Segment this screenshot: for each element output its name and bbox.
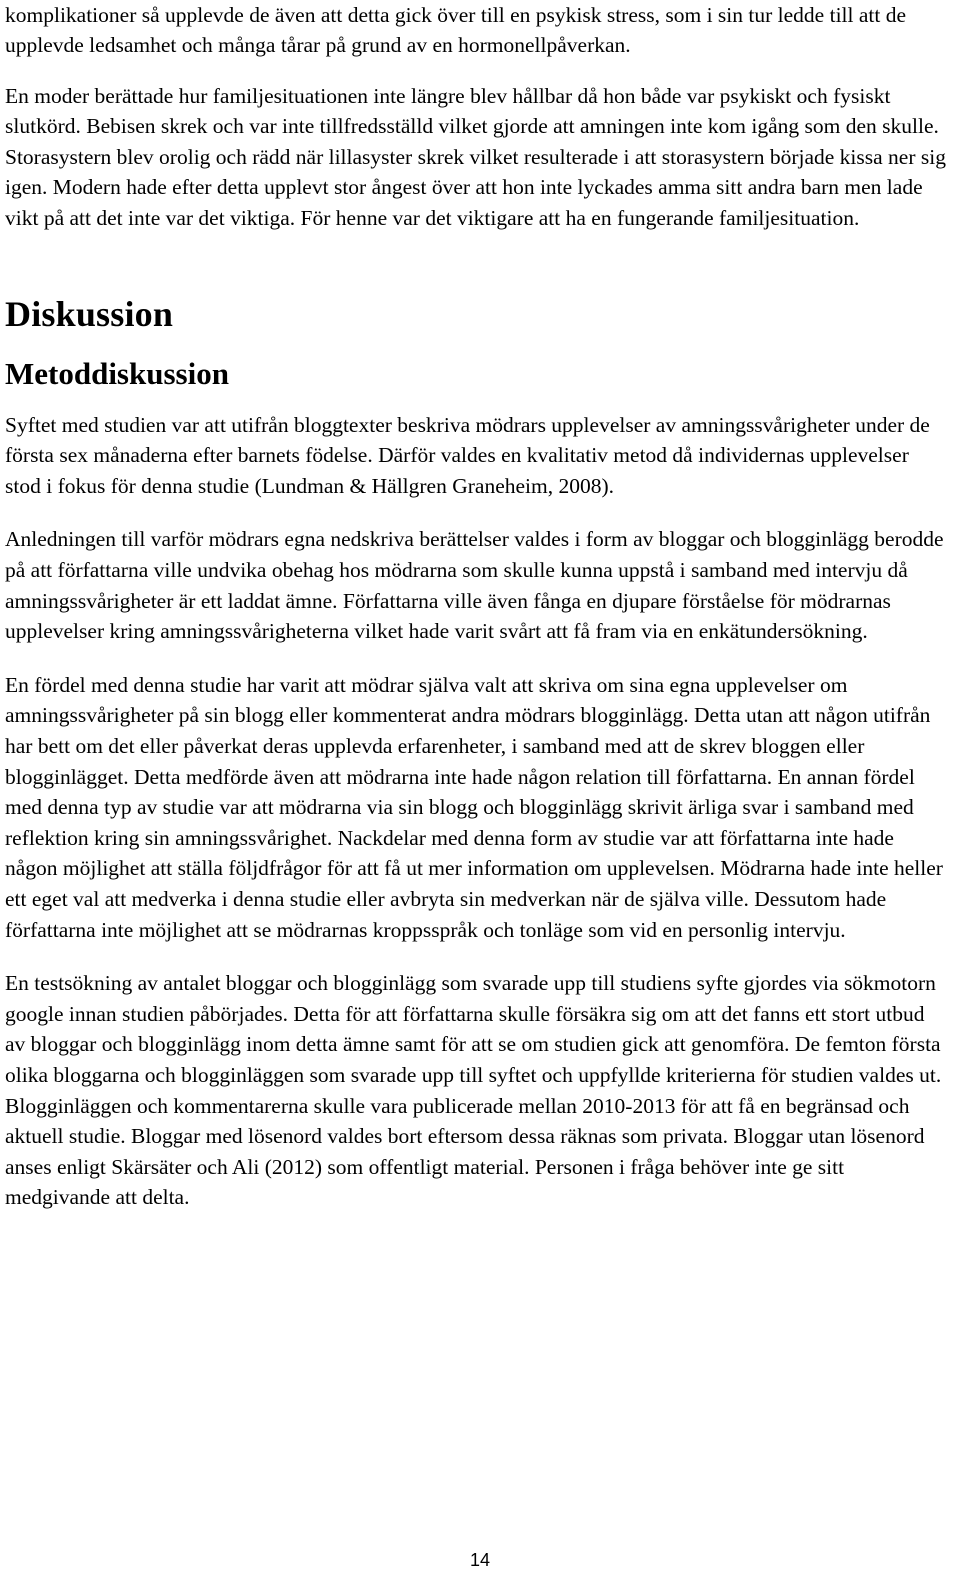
body-paragraph: komplikationer så upplevde de även att detta gick över till en psykisk stress, som i sin tur ledde till att de upplevde ledsamhet och många tårar på grund av en hormonellpåverkan. bbox=[5, 2, 907, 58]
page-number: 14 bbox=[469, 1550, 491, 1570]
subsection-heading: Metoddiskussion bbox=[5, 355, 229, 391]
body-paragraph: Syftet med studien var att utifrån bloggtexter beskriva mödrars upplevelser av amningssvårigheter under de första sex månaderna efter barnets födelse. Därför valdes en kvalitativ metod då individernas upplevelser stod i fokus för denna studie (Lundman & Hällgren Graneheim, 2008). bbox=[5, 412, 930, 498]
section-heading: Diskussion bbox=[5, 293, 174, 334]
body-paragraph: En fördel med denna studie har varit att mödrar själva valt att skriva om sina egna upplevelser om amningssvårigheter på sin blogg eller kommenterat andra mödrars blogginlägg. Detta utan att någon utifrån har bett om det eller påverkat deras upplevda erfarenheter, i samband med att de skrev bloggen eller blogginlägget. Detta medförde även att mödrarna inte hade någon relation till författarna. En annan fördel med denna typ av studie var att mödrarna via sin blogg och blogginlägg skrivit ärliga svar i samband med reflektion kring sin amningssvårighet. Nackdelar med denna form av studie var att författarna inte hade någon möjlighet att ställa följdfrågor för att få ut mer information om upplevelsen. Mödrarna hade inte heller ett eget val att medverka i denna studie eller avbryta sin medverkan när de själva ville. Dessutom hade författarna inte möjlighet att se mödrarnas kroppsspråk och tonläge som vid en personlig intervju. bbox=[5, 672, 943, 942]
document-page bbox=[5, 0, 947, 1213]
body-paragraph: En moder berättade hur familjesituationen inte längre blev hållbar då hon både var psykiskt och fysiskt slutkörd. Bebisen skrek och var inte tillfredsställd vilket gjorde att amningen inte kom igång som den skulle. Storasystern blev orolig och rädd när lillasyster skrek vilket resulterade i att storasystern började kissa ner sig igen. Modern hade efter detta upplevt stor ångest över att hon inte lyckades amma sitt andra barn men lade vikt på att det inte var det viktiga. För henne var det viktigare att ha en fungerande familjesituation. bbox=[5, 83, 946, 231]
body-paragraph: En testsökning av antalet bloggar och blogginlägg som svarade upp till studiens syfte gjordes via sökmotorn google innan studien påbörjades. Detta för att författarna skulle försäkra sig om att det fanns ett stort utbud av bloggar och blogginlägg inom detta ämne samt för att se om studien gick att genomföra. De femton första olika bloggarna och blogginläggen som svarade upp till syftet och uppfyllde kriterierna för studien valdes ut. Blogginläggen och kommentarerna skulle vara publicerade mellan 2010-2013 för att få en begränsad och aktuell studie. Bloggar med lösenord valdes bort eftersom dessa räknas som privata. Bloggar utan lösenord anses enligt Skärsäter och Ali (2012) som offentligt material. Personen i fråga behöver inte ge sitt medgivande att delta. bbox=[5, 971, 942, 1210]
body-paragraph: Anledningen till varför mödrars egna nedskriva berättelser valdes i form av bloggar och blogginlägg berodde på att författarna ville undvika obehag hos mödrarna som skulle kunna uppstå i samband med intervju då amningssvårigheter är ett laddat ämne. Författarna ville även fånga en djupare förståelse för mödrarnas upplevelser kring amningssvårigheterna vilket hade varit svårt att få fram via en enkätundersökning. bbox=[5, 527, 944, 644]
